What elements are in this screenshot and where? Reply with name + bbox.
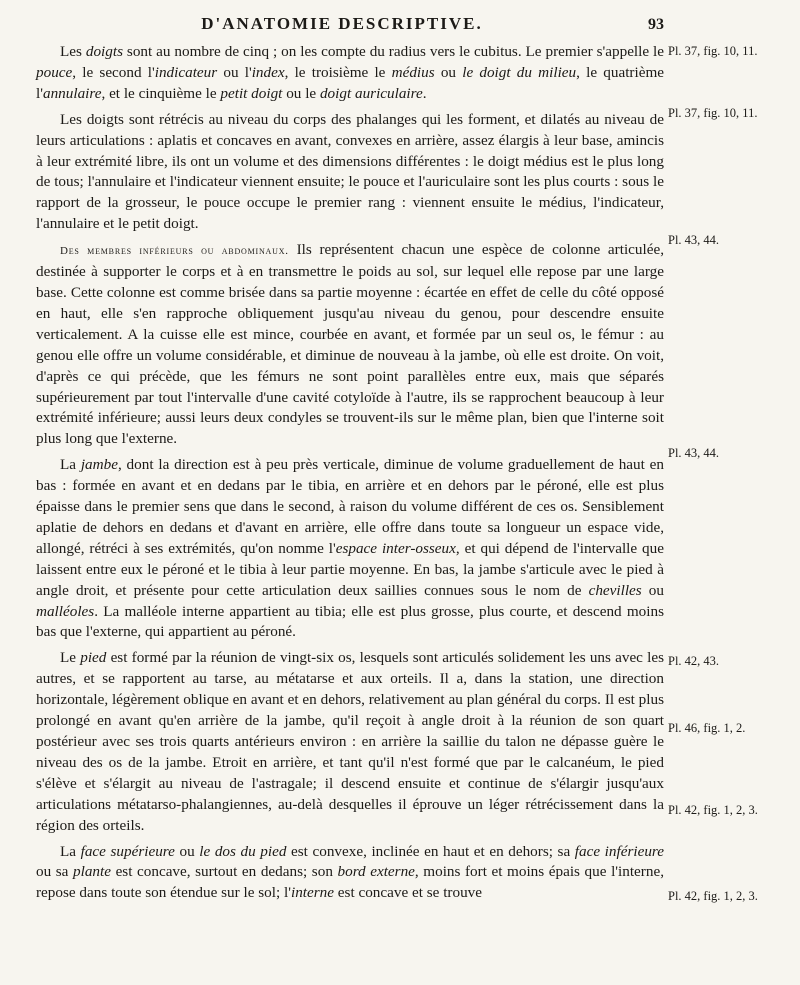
italic-term: le doigt du milieu [462,63,577,81]
text-run: . [422,84,427,102]
page-header [36,14,664,34]
italic-term: plante [73,863,111,881]
italic-term: petit doigt [220,84,283,102]
margin-note: Pl. 42, 43. [668,654,720,668]
italic-term: face supérieure [80,842,175,860]
text-run: sont au nombre de cinq ; on les compte du radius vers le cubitus. Le premier s'appelle le [123,43,664,60]
paragraph [36,842,664,905]
text-run: , le quatrième l' [36,63,665,102]
text-run: est convexe, inclinée en haut et en dehors; sa [286,842,575,860]
italic-term: pouce [36,63,73,81]
italic-term: jambe [80,456,118,474]
text-run: Les [60,43,86,60]
paragraph [36,240,664,450]
text-run: , le troisième le [284,63,392,81]
text-run: Le [60,649,81,667]
text-run: , le second l' [72,63,155,81]
margin-note: Pl. 42, fig. 1, 2, 3. [668,803,758,817]
italic-term: doigts [85,43,123,60]
text-run: La [60,456,81,474]
text-run: , moins fort et moins épais que l'interne, repose dans toute son étendue sur le sol; l' [36,863,664,902]
margin-note: Pl. 37, fig. 10, 11. [668,44,758,58]
margin-note: Pl. 42, fig. 1, 2, 3. [668,889,758,903]
italic-term: médius [391,63,435,81]
italic-term: bord externe [337,863,415,881]
running-title: D'ANATOMIE DESCRIPTIVE. [201,14,483,33]
text-run: , et qui dépend de l'intervalle que laissent entre eux le péroné et le tibia à leur partie moyenne. En bas, la jambe s'articule avec le pied à angle droit, et présente pour cette articulation deux saillies connues sous le nom de [36,539,664,599]
margin-note: Pl. 37, fig. 10, 11. [668,106,758,120]
body-text [36,42,664,909]
text-run: est formé par la réunion de vingt-six os, lesquels sont articulés solidement les uns avec les autres, et se rapportent au tarse, au métatarse et aux orteils. Il a, dans la station, une direction horizontale, légèrement oblique en avant et en dehors, relativement au plan général du corps. Il est plus prolongé en avant qu'en arrière de la jambe, qu'il reçoit à angle droit à la réunion de son quart postérieur avec ses trois quarts antérieurs environ : en arrière la saillie du talon ne dépasse guère le niveau des os de la jambe. Etroit en arrière, et tant qu'il n'est formé que par le calcanéum, le pied s'élève et s'élargit au niveau de l'astragale; il descend ensuite et continue de s'élargir jusqu'aux articulations métatarso-phalangiennes, au-delà desquelles il éprouve un léger rétrécissement dans la région des orteils. [36,649,664,834]
page-number: 93 [648,16,664,33]
text-run: est concave, surtout en dedans; son [110,863,338,881]
text-run: , et le cinquième le [101,84,221,102]
section-lead: Des membres inférieurs ou abdominaux. [60,245,289,258]
margin-note: Pl. 46, fig. 1, 2. [668,721,746,735]
paragraph [36,648,664,836]
italic-term: index [251,63,285,81]
italic-term: espace inter-osseux [335,539,456,557]
text-run: La [60,842,81,860]
text-run: ou [641,581,664,599]
text-run: ou sa [36,863,74,881]
italic-term: pied [80,649,107,667]
paragraph [36,42,664,105]
text-run: ou [434,63,463,81]
italic-term: malléoles [36,602,95,620]
italic-term: chevilles [588,581,642,599]
paragraph [36,110,664,235]
italic-term: indicateur [154,63,218,81]
margin-note: Pl. 43, 44. [668,446,720,460]
italic-term: doigt auriculaire [319,84,423,102]
margin-note: Pl. 43, 44. [668,233,720,247]
italic-term: interne [290,884,334,902]
text-run: est concave et se trouve [334,884,483,902]
text-run: ou [174,842,200,860]
text-run: Ils représentent chacun une espèce de colonne articulée, destinée à supporter le corps et à en transmettre le poids au sol, sur lequel elle repose par une large base. Cette colonne est comme brisée dans sa partie moyenne : écartée en effet de celle du côté opposé en haut, elle s'en rapproche obliquement jusqu'au niveau du genou, pour descendre ensuite verticalement. A la cuisse elle est mince, courbée en avant, et formée par un seul os, le fémur : au genou elle offre un volume considérable, et diminue de nouveau à la jambe, où elle est droite. On voit, d'après ce qui précède, que les fémurs ne sont point parallèles entre eux, mais que séparés supérieurement par tout l'intervalle d'une cavité cotyloïde à l'autre, ils se rapprochent beaucoup à leur extrémité inférieure; aussi leurs deux condyles se trouvent-ils sur le même plan, bien que l'interne soit plus long que l'externe. [36,241,664,448]
text-run: ou l' [217,63,252,81]
text-run: , dont la direction est à peu près verticale, diminue de volume graduellement de haut en bas : formée en avant et en dedans par le tibia, en arrière et en dehors par le péroné, elle est plus épaisse dans le premier sens que dans le second, à raison du volume différent de ces os. Sensiblement aplatie de dehors en dedans et d'avant en arrière, elle offre dans toute sa longueur un espace vide, allongé, rétréci à ses extrémités, qu'on nomme l' [36,456,664,557]
text-run: ou le [282,84,320,102]
italic-term: le dos du pied [199,842,287,860]
paragraph [36,455,664,643]
text-run: Les doigts sont rétrécis au niveau du corps des phalanges qui les forment, et dilatés au niveau de leurs articulations : aplatis et concaves en avant, convexes en arrière, assez élargis à leur base, amincis à leur extrémité libre, ils ont un volume et des dimensions différentes : le doigt médius est le plus long de tous; l'annulaire et l'indicateur viennent ensuite; le pouce et l'auriculaire sont les plus courts : sous le rapport de la grosseur, le pouce occupe le premier rang : viennent ensuite le médius, l'indicateur, l'annulaire et le petit doigt. [36,110,664,233]
italic-term: face inférieure [574,842,665,860]
italic-term: annulaire [42,84,102,102]
text-run: . La malléole interne appartient au tibia; elle est plus grosse, plus courte, et descend moins bas que l'externe, qui appartient au péroné. [36,602,664,641]
